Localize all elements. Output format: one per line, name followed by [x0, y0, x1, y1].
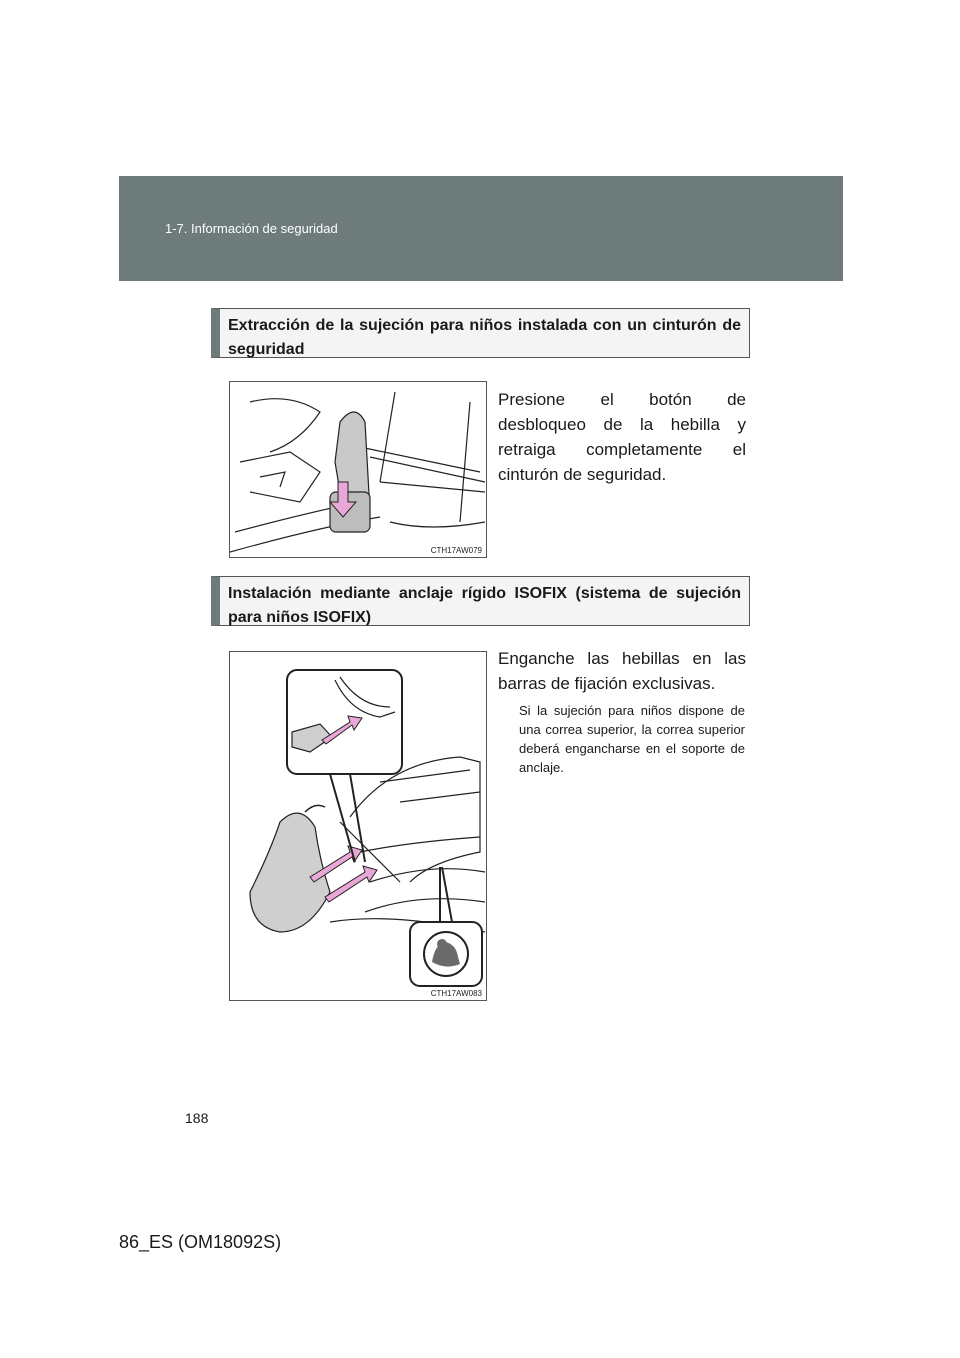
- section-label: 1-7. Información de seguridad: [165, 221, 338, 236]
- figure-code: CTH17AW079: [430, 546, 482, 555]
- figure-code: CTH17AW083: [430, 989, 482, 998]
- child-seat-anchor-icon: [424, 932, 468, 976]
- instruction-text-isofix: Enganche las hebillas en las barras de fijación exclusivas.: [498, 649, 746, 693]
- instruction-text-removal: Presione el botón de desbloqueo de la hebilla y retraiga completamente el cinturón de seguridad.: [498, 390, 746, 484]
- section-heading-isofix: Instalación mediante anclaje rígido ISOFIX (sistema de sujeción para niños ISOFIX): [211, 576, 750, 626]
- note-top-tether: Si la sujeción para niños dispone de una correa superior, la correa superior deberá engancharse en el soporte de anclaje.: [519, 703, 745, 775]
- section-heading-removal: Extracción de la sujeción para niños instalada con un cinturón de seguridad: [211, 308, 750, 358]
- buckle-release-illustration: [230, 382, 486, 557]
- figure-isofix-installation: [229, 651, 487, 1001]
- isofix-illustration: [230, 652, 486, 1000]
- page-number: 188: [185, 1110, 209, 1126]
- document-id: 86_ES (OM18092S): [119, 1232, 282, 1252]
- figure-buckle-release: [229, 381, 487, 558]
